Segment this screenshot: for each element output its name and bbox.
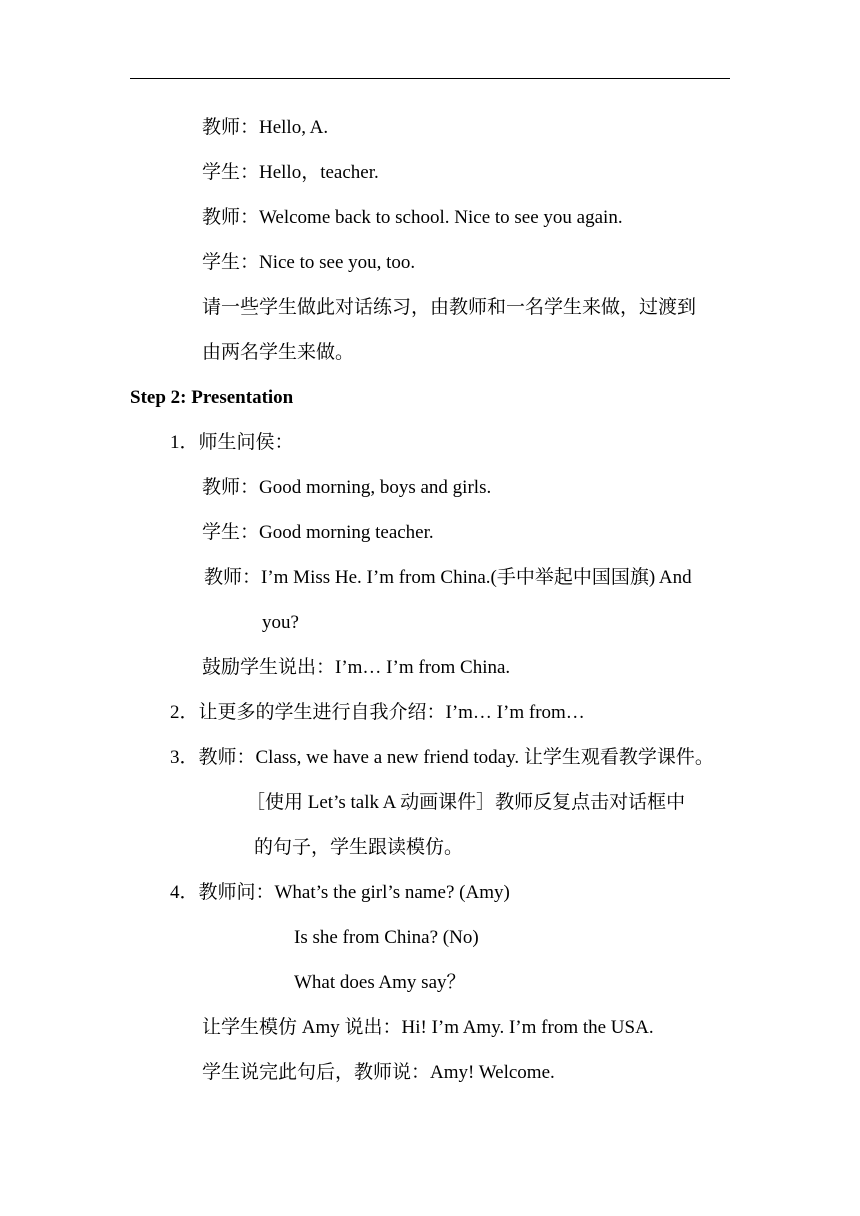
instruction-text: 学生说完此句后，教师说：Amy! Welcome. (202, 1062, 555, 1083)
dialogue-line: 学生：Good morning teacher. (202, 522, 434, 543)
dialogue-line: 教师：Hello, A. (202, 117, 329, 138)
instruction-text: 让学生模仿 Amy 说出：Hi! I’m Amy. I’m from the USA. (202, 1017, 654, 1038)
instruction-text: 鼓励学生说出：I’m… I’m from China. (202, 657, 511, 678)
list-item: 3．教师：Class, we have a new friend today. 让学生观看教学课件。 (170, 747, 714, 768)
header-rule (130, 78, 730, 79)
list-item: 4．教师问：What’s the girl’s name? (Amy) (170, 882, 510, 903)
step-heading: Step 2: Presentation (130, 387, 294, 408)
list-item: 2．让更多的学生进行自我介绍：I’m… I’m from… (170, 702, 585, 723)
dialogue-line: 教师：Welcome back to school. Nice to see you again. (202, 207, 623, 228)
instruction-text: 的句子，学生跟读模仿。 (254, 837, 464, 858)
instruction-text: ［使用 Let’s talk A 动画课件］教师反复点击对话框中 (246, 792, 686, 813)
dialogue-line: 教师：Good morning, boys and girls. (202, 477, 492, 498)
instruction-text: 由两名学生来做。 (202, 342, 355, 363)
dialogue-line: 学生：Hello，teacher. (202, 162, 379, 183)
question-line: Is she from China? (No) (294, 927, 479, 948)
dialogue-line: you? (262, 612, 299, 633)
question-line: What does Amy say？ (294, 972, 466, 993)
list-item-title: 1．师生问侯： (170, 432, 294, 453)
instruction-text: 请一些学生做此对话练习，由教师和一名学生来做，过渡到 (202, 297, 697, 318)
dialogue-line: 学生：Nice to see you, too. (202, 252, 416, 273)
dialogue-line: 教师：I’m Miss He. I’m from China.(手中举起中国国旗) And (204, 567, 692, 588)
